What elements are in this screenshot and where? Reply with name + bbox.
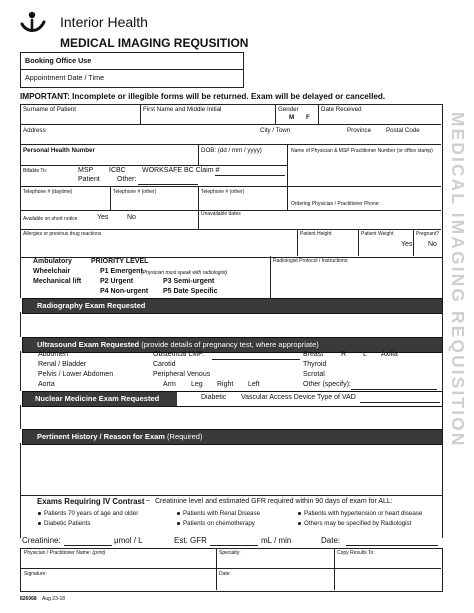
nuclear-diabetic[interactable]: Diabetic [201, 394, 227, 401]
us-other[interactable]: Other (specify): [303, 381, 351, 388]
priority-p3[interactable]: P3 Semi-urgent [163, 278, 215, 285]
ordering-phone-label: Ordering Physician / Practitioner Phone: [291, 201, 380, 207]
us-scrotal[interactable]: Scrotal [303, 371, 325, 378]
history-title: Pertinent History / Reason for Exam [37, 432, 165, 441]
gender-m[interactable]: M [289, 114, 295, 121]
us-breast-l[interactable]: L [363, 351, 367, 358]
billable-icbc[interactable]: ICBC [109, 167, 126, 174]
allergies-label: Allergies or previous drug reactions [23, 231, 102, 237]
phn-label: Personal Health Number [23, 147, 95, 154]
us-breast-r[interactable]: R [341, 351, 347, 358]
weight-label: Patient Weight [361, 231, 394, 237]
tel-other-label-1: Telephone # (other) [113, 189, 157, 195]
us-right[interactable]: Right [217, 381, 234, 388]
priority-p1[interactable]: P1 Emergent [100, 268, 143, 275]
priority-p2[interactable]: P2 Urgent [100, 278, 134, 285]
us-pelvis[interactable]: Pelvis / Lower Abdomen [38, 371, 114, 378]
iv-bullet-6: Others may be specified by Radiologist [298, 520, 411, 527]
radiography-title: Radiography Exam Requested [37, 301, 146, 310]
priority-p1-note: (Physician must speak with radiologist) [141, 270, 228, 276]
us-peripheral[interactable]: Peripheral Venous [153, 371, 211, 378]
iv-bullet-3: Patients with Renal Disease [177, 510, 260, 517]
side-title-text: MEDICAL IMAGING REQUISITION [448, 112, 468, 448]
pregnant-yes[interactable]: Yes [401, 241, 413, 248]
postal-label: Postal Code [386, 127, 420, 134]
tel-daytime-label: Telephone # (daytime) [23, 189, 73, 195]
date-received-label: Date Received [321, 106, 362, 113]
gfr-unit: mL / min [261, 536, 292, 545]
us-breast[interactable]: Breast [303, 351, 324, 358]
ultrasound-title: Ultrasound Exam Requested [37, 340, 140, 349]
billable-msp[interactable]: MSP [78, 167, 94, 174]
appointment-label: Appointment Date / Time [25, 73, 105, 82]
iv-bullet-1: Patients 70 years of age and older [38, 510, 138, 517]
booking-office-label: Booking Office Use [25, 56, 92, 65]
short-notice-yes[interactable]: Yes [97, 214, 109, 221]
nuclear-vad[interactable]: Vascular Access Device [241, 394, 316, 401]
short-notice-no[interactable]: No [127, 214, 136, 221]
physician-name-label: Name of Physician & MSP Practitioner Number (or office stamp) [291, 148, 433, 154]
us-renal[interactable]: Renal / Bladder [38, 361, 87, 368]
iv-bullet-2: Diabetic Patients [38, 520, 90, 527]
copy-results-label: Copy Results To: [337, 550, 375, 556]
radiologist-protocol-label: Radiologist Protocol / Instructions: [273, 258, 349, 264]
iv-bullet-5: Patients with hypertension or heart disease [298, 510, 422, 517]
gfr-label: Est. GFR [174, 536, 207, 545]
booking-office-box [20, 52, 244, 88]
radiography-area[interactable] [20, 312, 443, 337]
surname-label: Surname of Patient [23, 106, 76, 113]
ih-logo [20, 10, 46, 36]
dob-label: DOB: (dd / mm / yyyy) [201, 147, 262, 154]
iv-bullet-4: Patients on chemotherapy [177, 520, 255, 527]
pregnant-label: Pregnant? [416, 231, 440, 237]
ultrasound-note: (provide details of pregnancy test, where appropriate) [141, 340, 319, 349]
us-obstetrical[interactable]: Obstetrical LMP: [153, 351, 205, 358]
mobility-wheelchair[interactable]: Wheelchair [33, 268, 71, 275]
nuclear-area[interactable] [20, 405, 443, 429]
us-axilla[interactable]: Axilla [381, 351, 398, 358]
history-note: (Required) [167, 432, 203, 441]
form-revision: Aug 23-18 [42, 596, 66, 602]
gender-label: Gender [278, 106, 299, 113]
short-notice-label: Available on short notice [23, 216, 78, 222]
iv-desc: Creatinine level and estimated GFR required within 90 days of exam for ALL: [155, 498, 393, 505]
tel-other-label-2: Telephone # (other) [201, 189, 245, 195]
iv-date-label: Date: [321, 536, 341, 545]
billable-patient[interactable]: Patient [78, 176, 100, 183]
important-notice: IMPORTANT: Incomplete or illegible forms will be returned. Exam will be delayed or cancelled. [20, 92, 386, 101]
city-label: City / Town [260, 127, 291, 134]
first-name-label: First Name and Middle Initial [143, 106, 222, 113]
footer-date-label: Date: [219, 571, 231, 577]
iv-title: Exams Requiring IV Contrast [37, 497, 145, 506]
mobility-ambulatory[interactable]: Ambulatory [33, 258, 72, 265]
creatinine-unit: μmol / L [114, 536, 143, 545]
org-name: Interior Health [60, 14, 148, 30]
billable-worksafe[interactable]: WORKSAFE BC Claim # [142, 167, 220, 174]
us-left[interactable]: Left [248, 381, 260, 388]
priority-p4[interactable]: P4 Non-urgent [100, 288, 149, 295]
priority-title: PRIORITY LEVEL [91, 258, 149, 265]
province-label: Province [347, 127, 372, 134]
us-aorta[interactable]: Aorta [38, 381, 55, 388]
iv-dash: – [146, 497, 150, 504]
billable-other[interactable]: Other: [117, 176, 137, 183]
us-leg[interactable]: Leg [191, 381, 203, 388]
form-code: 826068 [20, 596, 37, 602]
us-thyroid[interactable]: Thyroid [303, 361, 327, 368]
nuclear-type-vad[interactable]: Type of VAD [317, 394, 356, 401]
us-carotid[interactable]: Carotid [153, 361, 176, 368]
creatinine-label: Creatinine: [22, 536, 61, 545]
history-area[interactable] [20, 443, 443, 496]
address-label: Address [23, 127, 46, 134]
priority-p5[interactable]: P5 Date Specific [163, 288, 218, 295]
signature-label: Signature: [24, 571, 47, 577]
us-arm[interactable]: Arm [163, 381, 176, 388]
priority-section [20, 256, 443, 298]
gender-f[interactable]: F [306, 114, 310, 121]
billable-label: Billable To: [23, 168, 48, 174]
height-label: Patient Height [300, 231, 332, 237]
specialty-label: Specialty: [219, 550, 241, 556]
unavailable-dates-label: Unavailable dates [201, 211, 241, 217]
us-abdomen[interactable]: Abdomen [38, 351, 68, 358]
mobility-mech-lift[interactable]: Mechanical lift [33, 278, 82, 285]
physician-name-footer: Physician / Practitioner Name: (print) [24, 550, 106, 556]
pregnant-no[interactable]: No [428, 241, 437, 248]
form-title: MEDICAL IMAGING REQUSITION [60, 36, 249, 50]
nuclear-title: Nuclear Medicine Exam Requested [35, 394, 160, 403]
side-title [446, 112, 472, 602]
